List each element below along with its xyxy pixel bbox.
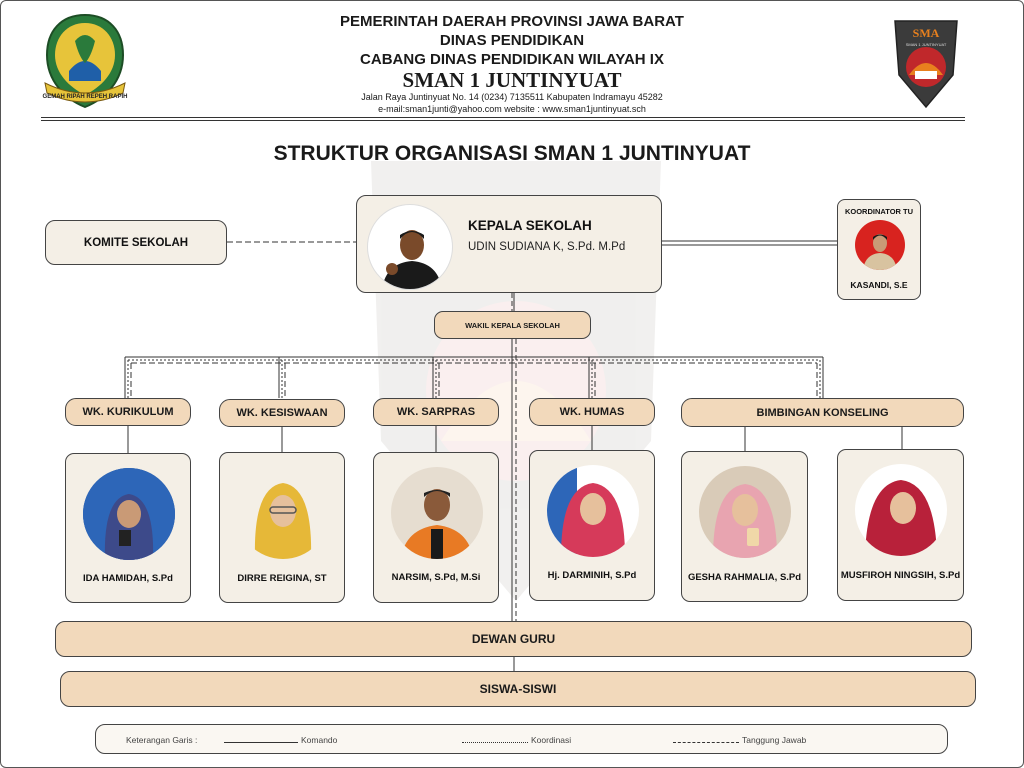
person-portrait-icon (368, 205, 452, 289)
wk-kesiswaan-pill: WK. KESISWAAN (219, 399, 345, 427)
legend-komando-label: Komando (301, 735, 338, 745)
komite-sekolah-box: KOMITE SEKOLAH (45, 220, 227, 265)
staff-photo (699, 466, 791, 558)
staff-name: IDA HAMIDAH, S.Pd (83, 573, 173, 584)
header-divider-thin (41, 120, 965, 121)
header-line-2: DINAS PENDIDIKAN (439, 32, 585, 49)
legend-tanggung-jawab-line (673, 742, 739, 743)
legend-koordinasi-line (462, 742, 528, 743)
header-divider (41, 117, 965, 118)
school-name: SMAN 1 JUNTINYUAT (402, 68, 622, 92)
staff-photo (237, 467, 329, 559)
koordinator-tu-box (837, 199, 921, 300)
koordinator-role: KOORDINATOR TU (844, 207, 914, 216)
kepala-role: KEPALA SEKOLAH (468, 218, 592, 233)
wk-kurikulum-pill: WK. KURIKULUM (65, 398, 191, 426)
person-portrait-icon (547, 465, 639, 557)
staff-photo (547, 465, 639, 557)
wk-sarpras-pill: WK. SARPRAS (373, 398, 499, 426)
staff-card-bk-2 (837, 449, 964, 601)
staff-card-bk-1 (681, 451, 808, 602)
koordinator-name: KASANDI, S.E (850, 280, 908, 290)
staff-photo (855, 464, 947, 556)
staff-card-kurikulum (65, 453, 191, 603)
person-portrait-icon (855, 220, 905, 270)
siswa-siswi-bar: SISWA-SISWI (60, 671, 976, 707)
chart-title: STRUKTUR ORGANISASI SMAN 1 JUNTINYUAT (273, 142, 751, 165)
staff-name: NARSIM, S.Pd, M.Si (391, 572, 481, 583)
line-legend (95, 724, 948, 754)
koordinator-photo (855, 220, 905, 270)
wakil-kepala-pill: WAKIL KEPALA SEKOLAH (434, 311, 591, 339)
legend-title: Keterangan Garis : (126, 735, 198, 745)
kepala-photo (367, 204, 453, 290)
staff-card-sarpras (373, 452, 499, 603)
school-address: Jalan Raya Juntinyuat No. 14 (0234) 7135511 Kabupaten Indramayu 45282 (361, 92, 663, 102)
person-portrait-icon (391, 467, 483, 559)
legend-tanggung-jawab-label: Tanggung Jawab (742, 735, 807, 745)
person-portrait-icon (699, 466, 791, 558)
svg-text:GEMAH RIPAH REPEH RAPIH: GEMAH RIPAH REPEH RAPIH (42, 94, 128, 100)
person-portrait-icon (237, 467, 329, 559)
staff-card-humas (529, 450, 655, 601)
kepala-sekolah-box (356, 195, 662, 293)
staff-name: GESHA RAHMALIA, S.Pd (687, 572, 802, 583)
person-portrait-icon (855, 464, 947, 556)
person-portrait-icon (83, 468, 175, 560)
wk-humas-pill: WK. HUMAS (529, 398, 655, 426)
header-line-1: PEMERINTAH DAERAH PROVINSI JAWA BARAT (340, 13, 684, 30)
staff-name: MUSFIROH NINGSIH, S.Pd (840, 570, 961, 581)
svg-text:SMAN 1 JUNTINYUAT: SMAN 1 JUNTINYUAT (905, 42, 947, 47)
staff-photo (83, 468, 175, 560)
staff-name: DIRRE REIGINA, ST (237, 573, 327, 584)
kepala-name: UDIN SUDIANA K, S.Pd. M.Pd (468, 241, 626, 253)
staff-name: Hj. DARMINIH, S.Pd (547, 570, 637, 581)
staff-card-kesiswaan (219, 452, 345, 603)
dewan-guru-bar: DEWAN GURU (55, 621, 972, 657)
school-contact: e-mail:sman1junti@yahoo.com website : www.sman1juntinyuat.sch (378, 104, 646, 114)
svg-text:SMA: SMA (912, 26, 940, 40)
legend-komando-line (224, 742, 298, 743)
legend-koordinasi-label: Koordinasi (531, 735, 572, 745)
staff-photo (391, 467, 483, 559)
header-line-3: CABANG DINAS PENDIDIKAN WILAYAH IX (360, 51, 664, 68)
bimbingan-konseling-pill: BIMBINGAN KONSELING (681, 398, 964, 427)
